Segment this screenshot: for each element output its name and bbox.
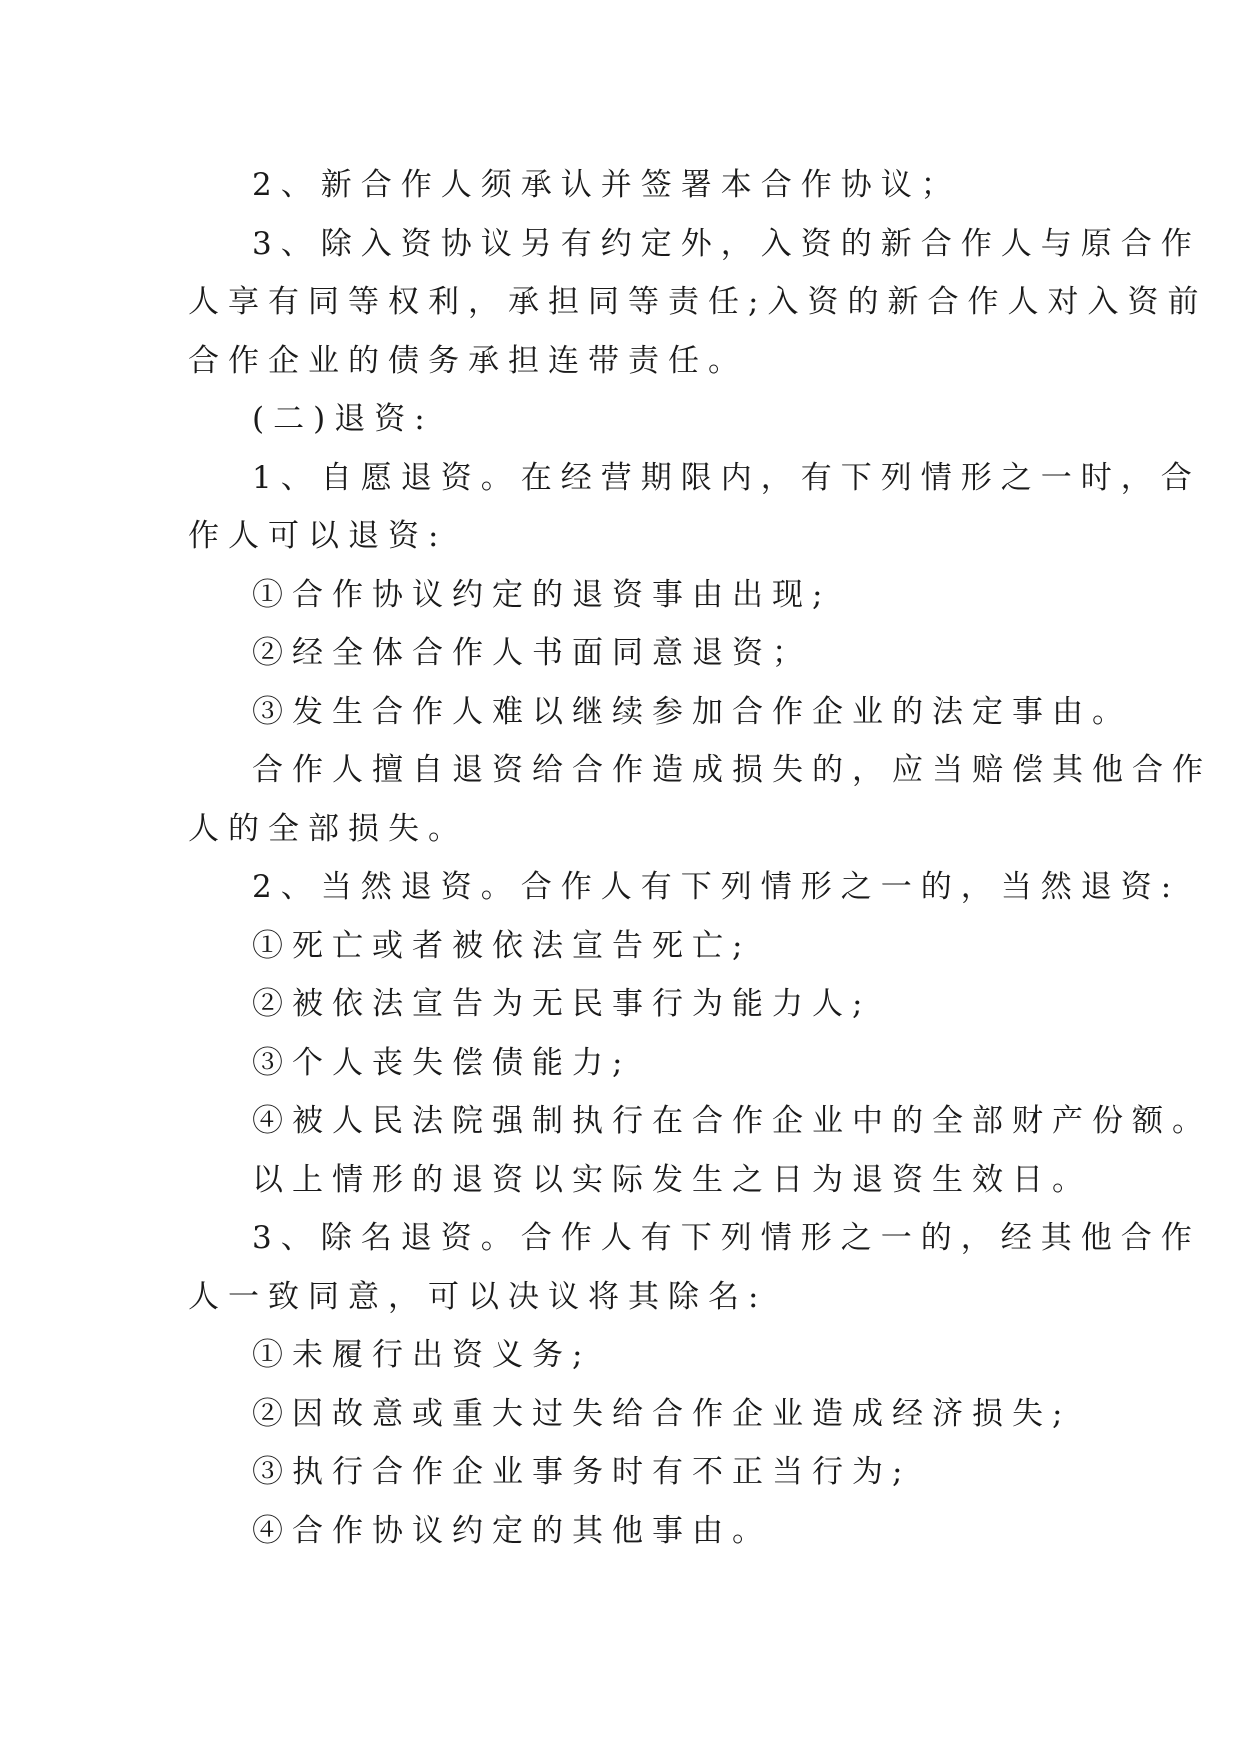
- list-item: ②经全体合作人书面同意退资；: [252, 635, 812, 671]
- list-item: ②被依法宣告为无民事行为能力人;: [252, 986, 872, 1022]
- list-item: ①未履行出资义务;: [252, 1337, 592, 1373]
- section-heading: (二)退资:: [252, 401, 434, 437]
- list-item: ②因故意或重大过失给合作企业造成经济损失;: [252, 1395, 1072, 1432]
- paragraph-line: 1、自愿退资。在经营期限内，有下列情形之一时，合: [252, 459, 1201, 496]
- list-item: ③发生合作人难以继续参加合作企业的法定事由。: [252, 693, 1132, 730]
- paragraph-line: 人的全部损失。: [188, 810, 468, 847]
- paragraph-line: 3、除入资协议另有约定外，入资的新合作人与原合作: [252, 225, 1201, 262]
- list-item: ①合作协议约定的退资事由出现;: [252, 576, 832, 613]
- paragraph-line: 作人可以退资:: [188, 518, 448, 554]
- paragraph-line: 2、新合作人须承认并签署本合作协议；: [252, 167, 961, 203]
- list-item: ③个人丧失偿债能力;: [252, 1044, 632, 1081]
- paragraph-line: 2、当然退资。合作人有下列情形之一的，当然退资:: [252, 869, 1181, 905]
- list-item: ④合作协议约定的其他事由。: [252, 1512, 772, 1549]
- paragraph-line: 以上情形的退资以实际发生之日为退资生效日。: [252, 1161, 1092, 1198]
- list-item: ①死亡或者被依法宣告死亡;: [252, 927, 752, 964]
- document-body: [188, 156, 1212, 1560]
- paragraph-line: 合作企业的债务承担连带责任。: [188, 342, 748, 379]
- paragraph-line: 3、除名退资。合作人有下列情形之一的，经其他合作: [252, 1220, 1201, 1256]
- list-item: ③执行合作企业事务时有不正当行为;: [252, 1454, 912, 1490]
- list-item: ④被人民法院强制执行在合作企业中的全部财产份额。: [252, 1103, 1212, 1139]
- paragraph-line: 合作人擅自退资给合作造成损失的，应当赔偿其他合作: [252, 752, 1212, 788]
- paragraph-line: 人享有同等权利，承担同等责任;入资的新合作人对入资前: [188, 284, 1208, 320]
- paragraph-line: 人一致同意，可以决议将其除名:: [188, 1278, 768, 1315]
